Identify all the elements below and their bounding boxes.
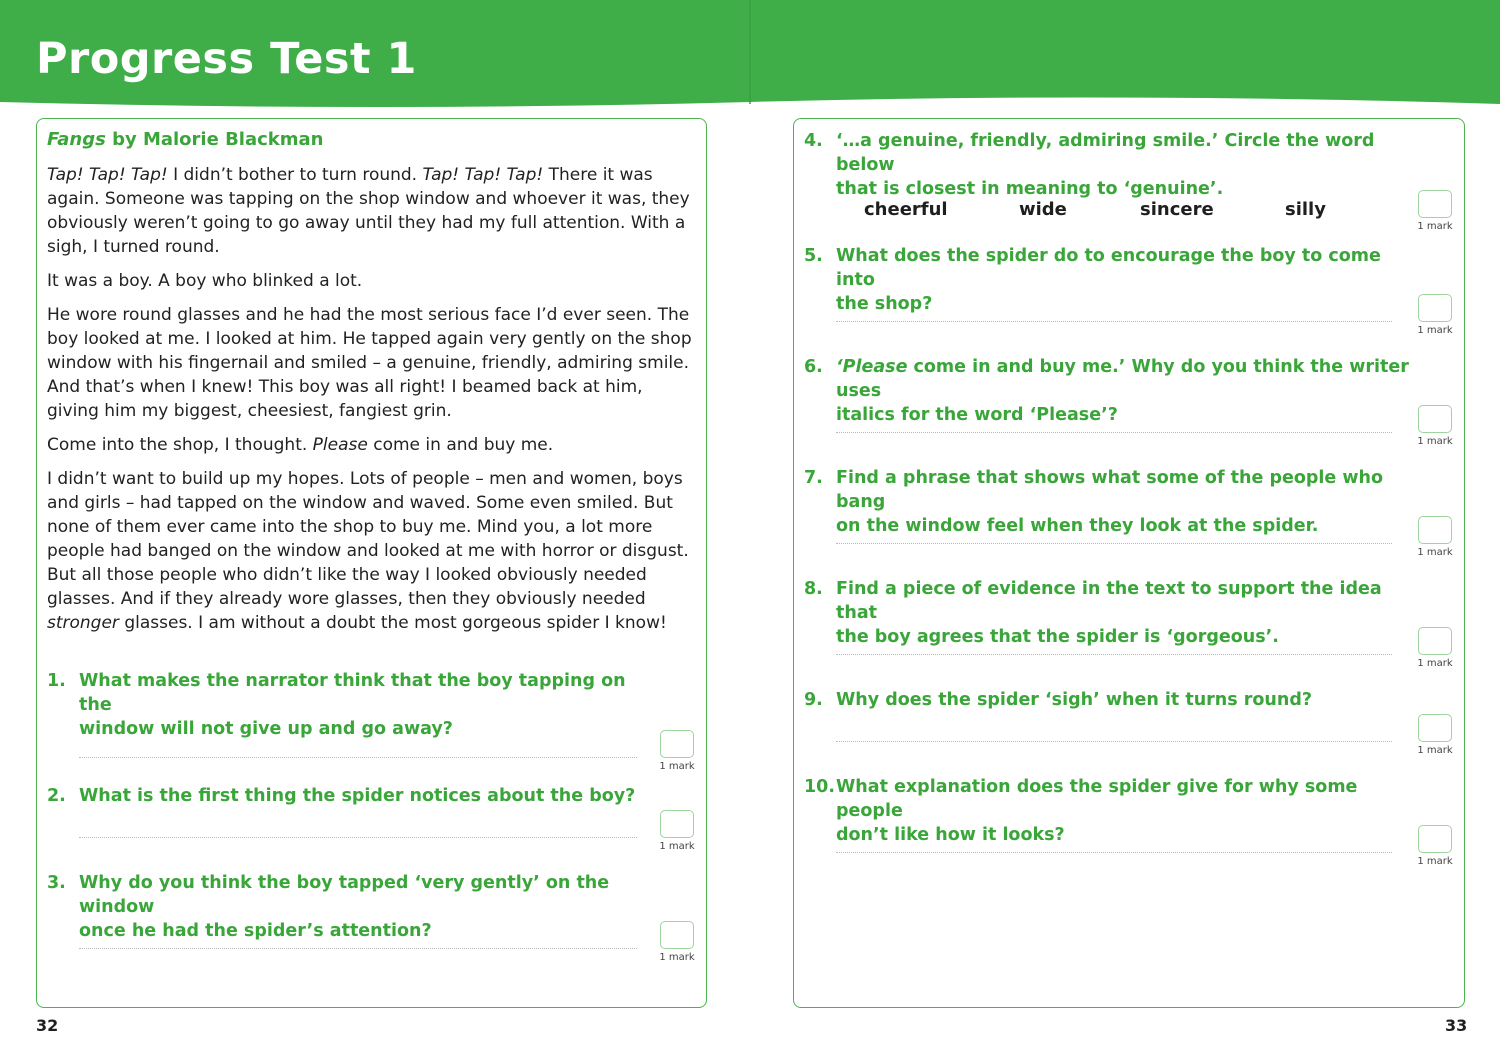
mark-box-9[interactable] [1418, 714, 1452, 742]
mark-box-2[interactable] [660, 810, 694, 838]
question-line: the boy agrees that the spider is ‘gorgeous’. [836, 627, 1279, 647]
question-italic-please: ‘Please [836, 357, 908, 377]
question-line: Find a phrase that shows what some of the people who bang [836, 468, 1383, 512]
reading-passage [47, 163, 695, 645]
answer-line-10[interactable] [836, 852, 1392, 853]
book-title: Fangs [47, 129, 106, 150]
mark-box-4[interactable] [1418, 190, 1452, 218]
question-number: 1. [47, 671, 66, 691]
question-line: What does the spider do to encourage the boy to come into [836, 246, 1381, 290]
question-number: 5. [804, 246, 823, 266]
question-text [79, 871, 687, 943]
question-number: 7. [804, 468, 823, 488]
mark-box-3[interactable] [660, 921, 694, 949]
mark-box-5[interactable] [1418, 294, 1452, 322]
passage-paragraph-2: It was a boy. A boy who blinked a lot. [47, 271, 363, 291]
mark-box-10[interactable] [1418, 825, 1452, 853]
answer-line-1[interactable] [79, 757, 637, 758]
question-line: Find a piece of evidence in the text to support the idea that [836, 579, 1382, 623]
passage-text: Come into the shop, I thought. [47, 435, 313, 455]
question-line: that is closest in meaning to ‘genuine’. [836, 179, 1224, 199]
right-page-panel [793, 118, 1465, 1008]
answer-line-9[interactable] [836, 741, 1392, 742]
mark-box-7[interactable] [1418, 516, 1452, 544]
question-line: window will not give up and go away? [79, 719, 453, 739]
question-line: on the window feel when they look at the spider. [836, 516, 1319, 536]
passage-italic-tap: Tap! Tap! Tap! [47, 165, 168, 185]
question-line: ‘…a genuine, friendly, admiring smile.’ Circle the word below [836, 131, 1375, 175]
question-number: 4. [804, 131, 823, 151]
passage-text: There it was again. Someone was tapping on the shop window and whoever it was, they obviously weren’t going to go away until they had my full attention. With a sigh, I turned round. [47, 165, 690, 257]
passage-paragraph-1 [47, 163, 695, 259]
page-number-left: 32 [36, 1016, 59, 1035]
passage-text: I didn’t bother to turn round. [167, 165, 423, 185]
answer-line-8[interactable] [836, 654, 1392, 655]
question-2 [47, 784, 647, 810]
question-line: come in and buy me.’ Why do you think the writer uses [836, 357, 1409, 401]
question-text [836, 688, 1312, 712]
question-line: Why do you think the boy tapped ‘very gently’ on the window [79, 873, 610, 917]
question-line: don’t like how it looks? [836, 825, 1065, 845]
question-line: the shop? [836, 294, 933, 314]
mark-label-9: 1 mark [1417, 745, 1453, 756]
answer-line-2[interactable] [79, 837, 637, 838]
passage-text: glasses. I am without a doubt the most gorgeous spider I know! [118, 613, 667, 633]
question-8 [804, 577, 1424, 647]
question-4 [804, 129, 1424, 199]
option-silly[interactable]: silly [1285, 199, 1326, 220]
question-number: 8. [804, 579, 823, 599]
passage-italic-stronger: stronger [47, 613, 119, 633]
mark-label-10: 1 mark [1417, 856, 1453, 867]
answer-line-3[interactable] [79, 948, 637, 949]
question-number: 10. [804, 777, 836, 797]
passage-paragraph-4 [47, 433, 695, 457]
question-line: once he had the spider’s attention? [79, 921, 432, 941]
left-page-panel [36, 118, 707, 1008]
passage-paragraph-3: He wore round glasses and he had the most serious face I’d ever seen. The boy looked at me. I looked at him. He tapped again very gently on the shop window with his fingernail and smiled – a genuine, friendly, admiring smile. And that’s when I knew! This boy was all right! I beamed back at him, giving him my biggest, cheesiest, fangiest grin. [47, 305, 692, 421]
answer-line-5[interactable] [836, 321, 1392, 322]
question-7 [804, 466, 1424, 536]
mark-label-5: 1 mark [1417, 325, 1453, 336]
question-5 [804, 244, 1424, 314]
question-line: What explanation does the spider give for why some people [836, 777, 1358, 821]
mark-box-8[interactable] [1418, 627, 1452, 655]
question-number: 3. [47, 873, 66, 893]
mark-label-8: 1 mark [1417, 658, 1453, 669]
question-number: 9. [804, 690, 823, 710]
mark-label-1: 1 mark [659, 761, 695, 772]
passage-text: I didn’t want to build up my hopes. Lots of people – men and women, boys and girls – had tapped on the window and waved. Some even smiled. But none of them ever came into the shop to buy me. Mind you, a lot more people had banged on the window and looked at me with horror or disgust. But all those people who didn’t like the way I looked obviously needed glasses. And if they already wore glasses, then they obviously needed [47, 469, 689, 609]
mark-label-7: 1 mark [1417, 547, 1453, 558]
mark-label-3: 1 mark [659, 952, 695, 963]
question-text [79, 784, 635, 808]
question-line: Why does the spider ‘sigh’ when it turns round? [836, 690, 1312, 710]
header-banner [0, 0, 1500, 112]
question-text [836, 244, 1424, 316]
passage-title [47, 129, 323, 150]
question-3 [47, 871, 687, 941]
question-line: What makes the narrator think that the boy tapping on the [79, 671, 626, 715]
mark-label-2: 1 mark [659, 841, 695, 852]
question-1 [47, 669, 647, 739]
mark-label-6: 1 mark [1417, 436, 1453, 447]
question-text [836, 466, 1424, 538]
question-text [836, 355, 1444, 427]
question-number: 2. [47, 786, 66, 806]
book-author: by Malorie Blackman [105, 129, 324, 150]
page-number-right: 33 [1445, 1016, 1468, 1035]
option-sincere[interactable]: sincere [1140, 199, 1214, 220]
question-text [836, 129, 1424, 201]
passage-paragraph-5 [47, 467, 695, 635]
question-text [836, 775, 1424, 847]
passage-italic-tap: Tap! Tap! Tap! [422, 165, 544, 185]
mark-label-4: 1 mark [1417, 221, 1453, 232]
passage-italic-please: Please [312, 435, 368, 455]
passage-text: come in and buy me. [367, 435, 554, 455]
question-9 [804, 688, 1424, 714]
question-text [836, 577, 1424, 649]
option-cheerful[interactable]: cheerful [864, 199, 948, 220]
question-line: italics for the word ‘Please’? [836, 405, 1118, 425]
question-number: 6. [804, 357, 823, 377]
answer-line-7[interactable] [836, 543, 1392, 544]
question-line: What is the first thing the spider notices about the boy? [79, 786, 636, 806]
answer-line-6[interactable] [836, 432, 1392, 433]
option-wide[interactable]: wide [1019, 199, 1067, 220]
mark-box-6[interactable] [1418, 405, 1452, 433]
mark-box-1[interactable] [660, 730, 694, 758]
question-6 [804, 355, 1444, 425]
question-text [79, 669, 647, 741]
page-title: Progress Test 1 [36, 34, 417, 84]
question-10 [804, 775, 1424, 845]
